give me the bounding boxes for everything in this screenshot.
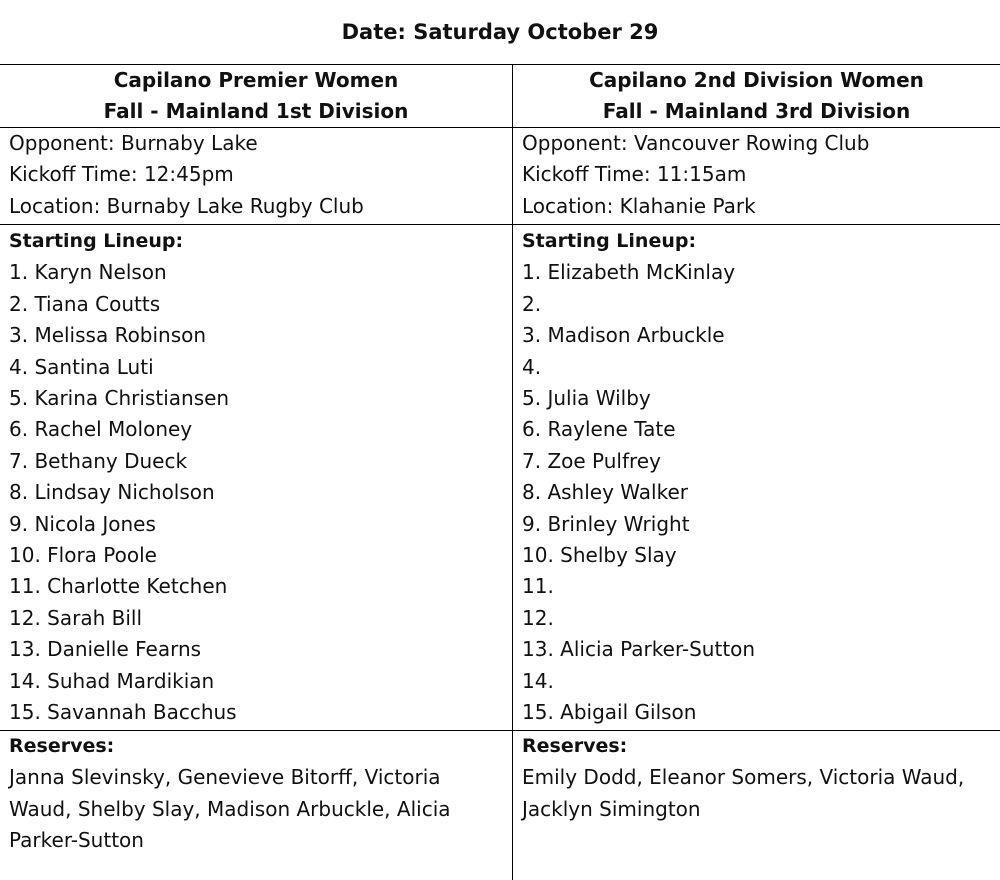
reserves	[0, 729, 512, 857]
opponent: Opponent: Burnaby Lake	[9, 131, 258, 155]
list-item: 8. Ashley Walker	[522, 480, 688, 505]
list-item: 12.	[522, 605, 554, 630]
list-item: 8. Lindsay Nicholson	[9, 480, 215, 505]
division-name: Fall - Mainland 3rd Division	[602, 98, 911, 123]
reserves-list: Janna Slevinsky, Genevieve Bitorff, Victoria Waud, Shelby Slay, Madison Arbuckle, Alicia Parker-Sutton	[9, 765, 451, 853]
team-name: Capilano 2nd Division Women	[589, 67, 924, 92]
second-division-team-column	[513, 64, 1000, 825]
list-item: 9. Nicola Jones	[9, 511, 156, 536]
location: Location: Klahanie Park	[522, 193, 756, 218]
list-item: 4. Santina Luti	[9, 354, 154, 379]
lineup-heading: Starting Lineup:	[9, 230, 184, 252]
list-item: 7. Bethany Dueck	[9, 448, 188, 473]
list-item: 12. Sarah Bill	[9, 605, 143, 630]
list-item: 2.	[522, 291, 542, 316]
list-item: 1. Karyn Nelson	[9, 260, 167, 285]
list-item: 11.	[522, 574, 554, 599]
starting-lineup	[0, 224, 512, 729]
team-header	[513, 64, 1000, 127]
division-name: Fall - Mainland 1st Division	[103, 98, 409, 123]
list-item: 3. Madison Arbuckle	[522, 323, 725, 348]
reserves	[513, 729, 1000, 825]
list-item: 3. Melissa Robinson	[9, 323, 207, 348]
reserves-list: Emily Dodd, Eleanor Somers, Victoria Waud, Jacklyn Simington	[522, 765, 965, 821]
list-item: 15. Abigail Gilson	[522, 700, 697, 725]
reserves-heading: Reserves:	[9, 735, 115, 757]
list-item: 14.	[522, 668, 554, 693]
page-title: Date: Saturday October 29	[341, 20, 659, 44]
kickoff-time: Kickoff Time: 11:15am	[522, 162, 747, 187]
team-name: Capilano Premier Women	[113, 67, 399, 92]
list-item: 13. Alicia Parker-Sutton	[522, 637, 756, 662]
list-item: 11. Charlotte Ketchen	[9, 574, 228, 599]
lineup-heading: Starting Lineup:	[522, 230, 697, 252]
kickoff-time: Kickoff Time: 12:45pm	[9, 162, 234, 187]
list-item: 2. Tiana Coutts	[9, 291, 161, 316]
premier-team-column	[0, 64, 512, 857]
list-item: 5. Karina Christiansen	[9, 386, 230, 411]
list-item: 13. Danielle Fearns	[9, 637, 202, 662]
list-item: 6. Rachel Moloney	[9, 417, 193, 442]
team-header	[0, 64, 512, 127]
reserves-heading: Reserves:	[522, 735, 628, 757]
list-item: 4.	[522, 354, 542, 379]
list-item: 1. Elizabeth McKinlay	[522, 260, 736, 285]
lineup-table	[0, 64, 1000, 880]
starting-lineup	[513, 224, 1000, 729]
list-item: 10. Shelby Slay	[522, 543, 677, 568]
match-info	[0, 127, 512, 224]
list-item: 14. Suhad Mardikian	[9, 668, 215, 693]
list-item: 9. Brinley Wright	[522, 511, 690, 536]
list-item: 7. Zoe Pulfrey	[522, 448, 661, 473]
list-item: 10. Flora Poole	[9, 543, 157, 568]
location: Location: Burnaby Lake Rugby Club	[9, 193, 364, 218]
opponent: Opponent: Vancouver Rowing Club	[522, 131, 870, 155]
list-item: 6. Raylene Tate	[522, 417, 676, 442]
list-item: 15. Savannah Bacchus	[9, 700, 237, 725]
list-item: 5. Julia Wilby	[522, 386, 651, 411]
match-info	[513, 127, 1000, 224]
